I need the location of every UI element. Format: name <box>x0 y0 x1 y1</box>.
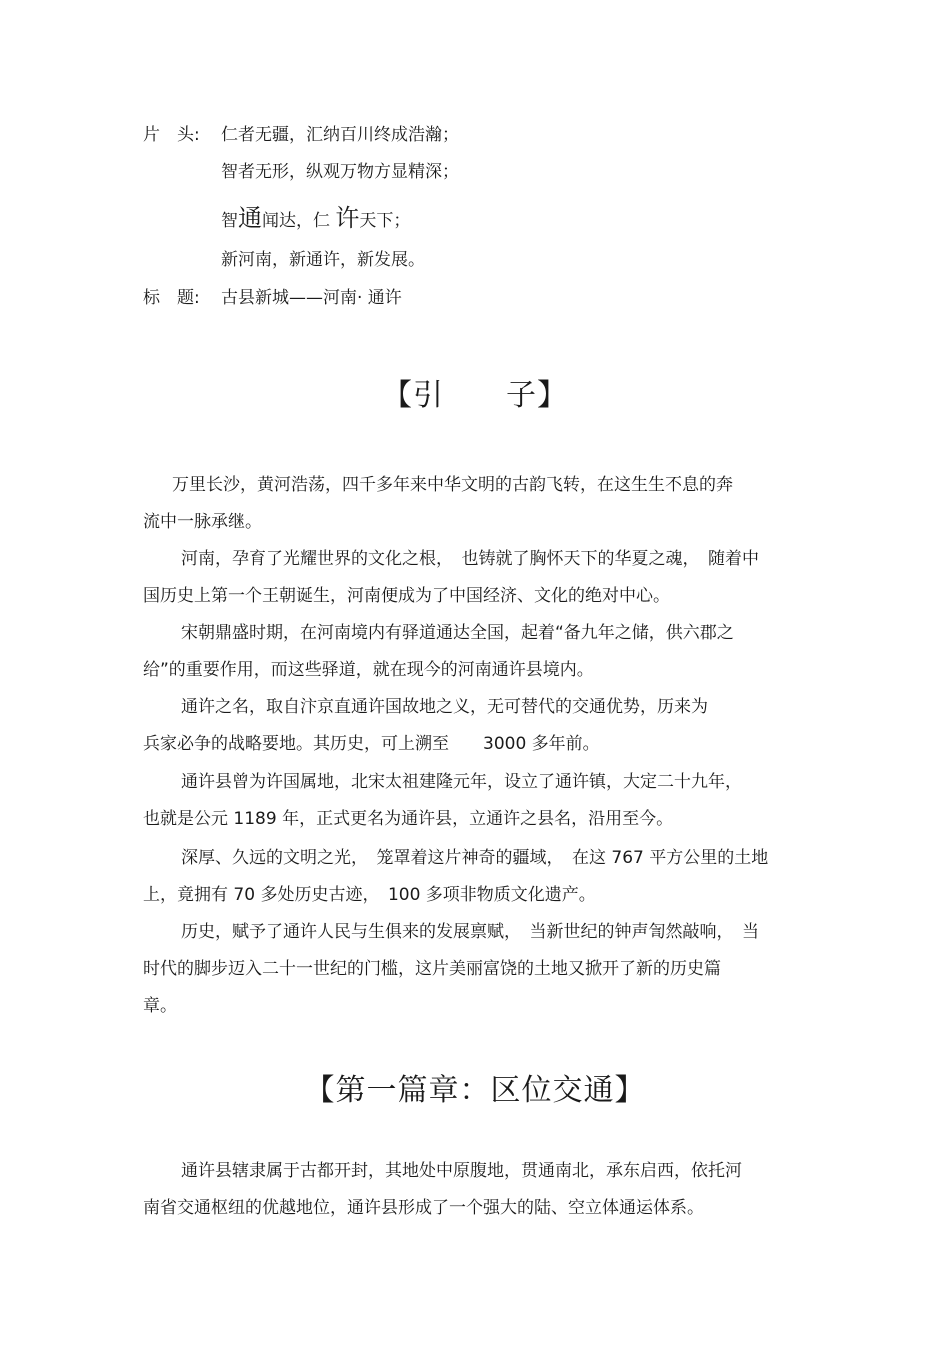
header-text-large: 许 <box>335 204 360 232</box>
paragraph-line: 国历史上第一个王朝诞生，河南便成为了中国经济、文化的绝对中心。 <box>143 586 670 606</box>
header-line-2 <box>221 161 459 183</box>
paragraph-line: 河南，孕育了光耀世界的文化之根， 也铸就了胸怀天下的华夏之魂， 随着中 <box>181 549 759 569</box>
paragraph-line: 流中一脉承继。 <box>143 512 262 532</box>
title-label: 标 题: <box>143 288 200 308</box>
paragraph-line: 通许县辖隶属于古都开封，其地处中原腹地，贯通南北，承东启西，依托河 <box>181 1161 742 1181</box>
paragraph-line: 给”的重要作用，而这些驿道，就在现今的河南通许县境内。 <box>143 660 594 680</box>
paragraph-line: 通许之名，取自汴京直通许国故地之义，无可替代的交通优势，历来为 <box>181 697 708 717</box>
title-line <box>143 287 402 309</box>
paragraph-line: 历史，赋予了通许人民与生俱来的发展禀赋， 当新世纪的钟声訇然敲响， 当 <box>181 922 759 942</box>
paragraph-line: 兵家必争的战略要地。其历史，可上溯至 3000 多年前。 <box>143 734 600 754</box>
header-text: 天下； <box>359 211 411 231</box>
paragraph-line: 宋朝鼎盛时期，在河南境内有驿道通达全国，起着“备九年之储，供六郡之 <box>181 623 734 643</box>
intro-paragraph <box>143 615 734 689</box>
header-text: 仁者无疆，汇纳百川终成浩瀚； <box>221 125 459 145</box>
chapter-paragraph <box>143 1153 742 1227</box>
intro-paragraph <box>143 541 759 615</box>
intro-heading: 【引 子】 <box>382 378 568 413</box>
header-text: 智者无形，纵观万物方显精深； <box>221 162 459 182</box>
piantou-label: 片 头: <box>143 125 200 145</box>
intro-paragraph <box>143 914 759 1025</box>
paragraph-line: 上，竟拥有 70 多处历史古迹， 100 多项非物质文化遗产。 <box>143 885 596 905</box>
paragraph-line: 章。 <box>143 996 177 1016</box>
header-text: 新河南，新通许，新发展。 <box>221 250 425 270</box>
title-value: 古县新城——河南· 通许 <box>221 288 402 308</box>
intro-paragraph <box>143 764 742 838</box>
header-text-large: 通 <box>238 204 262 232</box>
paragraph-line: 南省交通枢纽的优越地位，通许县形成了一个强大的陆、空立体通运体系。 <box>143 1198 704 1218</box>
paragraph-line: 通许县曾为许国属地，北宋太祖建隆元年，设立了通许镇，大定二十九年， <box>181 772 742 792</box>
header-line-4 <box>221 249 425 271</box>
intro-paragraph <box>143 467 733 541</box>
paragraph-line: 也就是公元 1189 年，正式更名为通许县，立通许之县名，沿用至今。 <box>143 809 674 829</box>
chapter-heading: 【第一篇章：区位交通】 <box>304 1073 646 1108</box>
header-line-1 <box>143 124 459 146</box>
intro-paragraph <box>143 689 708 763</box>
paragraph-line: 深厚、久远的文明之光， 笼罩着这片神奇的疆域， 在这 767 平方公里的土地 <box>181 848 769 868</box>
header-text: 闻达，仁 <box>262 211 336 231</box>
paragraph-line: 万里长沙，黄河浩荡，四千多年来中华文明的古韵飞转，在这生生不息的奔 <box>172 475 733 495</box>
header-text: 智 <box>221 211 238 231</box>
intro-paragraph <box>143 840 768 914</box>
header-line-3 <box>221 203 410 236</box>
paragraph-line: 时代的脚步迈入二十一世纪的门槛，这片美丽富饶的土地又掀开了新的历史篇 <box>143 959 721 979</box>
